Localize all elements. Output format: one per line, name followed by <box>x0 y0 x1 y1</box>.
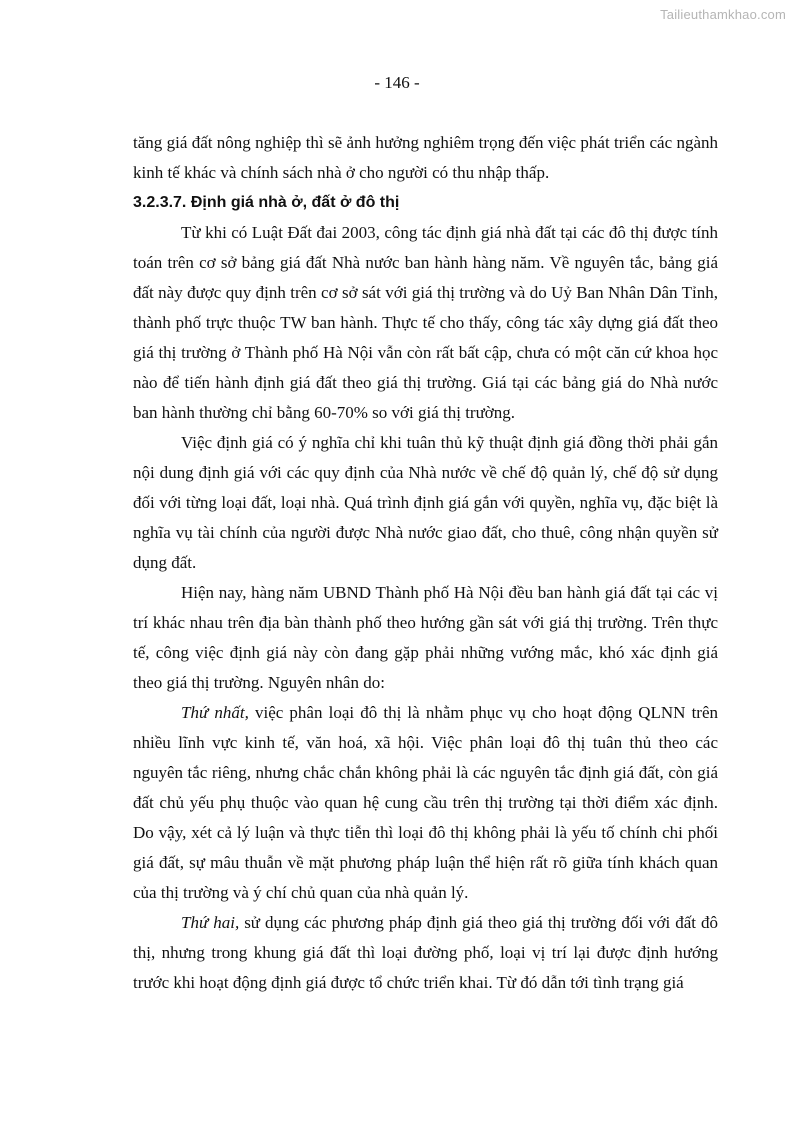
paragraph-text: việc phân loại đô thị là nhằm phục vụ cho hoạt động QLNN trên nhiều lĩnh vực kinh tế, văn hoá, xã hội. Việc phân loại đô thị tuân thủ theo các nguyên tắc riêng, nhưng chắc chắn không phải là các nguyên tắc định giá đất, còn giá đất chủ yếu phụ thuộc vào quan hệ cung cầu trên thị trường tại thời điểm xác định. Do vậy, xét cả lý luận và thực tiễn thì loại đô thị không phải là yếu tố chính chi phối giá đất, sự mâu thuẫn về mặt phương pháp luận thể hiện rất rõ giữa tính khách quan của thị trường và ý chí chủ quan của nhà quản lý. <box>133 703 719 902</box>
paragraph <box>133 428 718 578</box>
section-heading: 3.2.3.7. Định giá nhà ở, đất ở đô thị <box>133 194 400 211</box>
document-body <box>133 128 718 998</box>
paragraph-lead: Thứ hai, <box>181 913 240 932</box>
paragraph-text: Việc định giá có ý nghĩa chỉ khi tuân thủ kỹ thuật định giá đồng thời phải gắn nội dung định giá với các quy định của Nhà nước về chế độ quản lý, chế độ sử dụng đối với từng loại đất, loại nhà. Quá trình định giá gắn với quyền, nghĩa vụ, đặc biệt là nghĩa vụ tài chính của người được Nhà nước giao đất, cho thuê, công nhận quyền sử dụng đất. <box>133 433 718 572</box>
paragraph-text: tăng giá đất nông nghiệp thì sẽ ảnh hưởng nghiêm trọng đến việc phát triển các ngành kinh tế khác và chính sách nhà ở cho người có thu nhập thấp. <box>133 133 718 182</box>
paragraph-lead: Thứ nhất, <box>181 703 249 722</box>
paragraph-text: Từ khi có Luật Đất đai 2003, công tác định giá nhà đất tại các đô thị được tính toán trên cơ sở bảng giá đất Nhà nước ban hành hàng năm. Về nguyên tắc, bảng giá đất này được quy định trên cơ sở sát với giá thị trường và do Uỷ Ban Nhân Dân Tỉnh, thành phố trực thuộc TW ban hành. Thực tế cho thấy, công tác xây dựng giá đất theo giá thị trường ở Thành phố Hà Nội vẫn còn rất bất cập, chưa có một căn cứ khoa học nào để tiến hành định giá đất theo giá thị trường. Giá tại các bảng giá do Nhà nước ban hành thường chỉ bằng 60-70% so với giá thị trường. <box>133 223 718 422</box>
paragraph-continuation <box>133 128 718 188</box>
paragraph <box>133 908 718 998</box>
paragraph-text: Hiện nay, hàng năm UBND Thành phố Hà Nội đều ban hành giá đất tại các vị trí khác nhau trên địa bàn thành phố theo hướng gần sát với giá thị trường. Trên thực tế, công việc định giá này còn đang gặp phải những vướng mắc, khó xác định giá theo giá thị trường. Nguyên nhân do: <box>133 583 718 692</box>
paragraph <box>133 698 718 908</box>
page-number: - 146 - <box>374 73 420 92</box>
paragraph <box>133 218 718 428</box>
watermark: Tailieuthamkhao.com <box>660 7 786 22</box>
paragraph <box>133 578 718 698</box>
paragraph-text: sử dụng các phương pháp định giá theo giá thị trường đối với đất đô thị, nhưng trong khung giá đất thì loại đường phố, loại vị trí lại được định hướng trước khi hoạt động định giá được tổ chức triển khai. Từ đó dẫn tới tình trạng giá <box>133 913 719 992</box>
